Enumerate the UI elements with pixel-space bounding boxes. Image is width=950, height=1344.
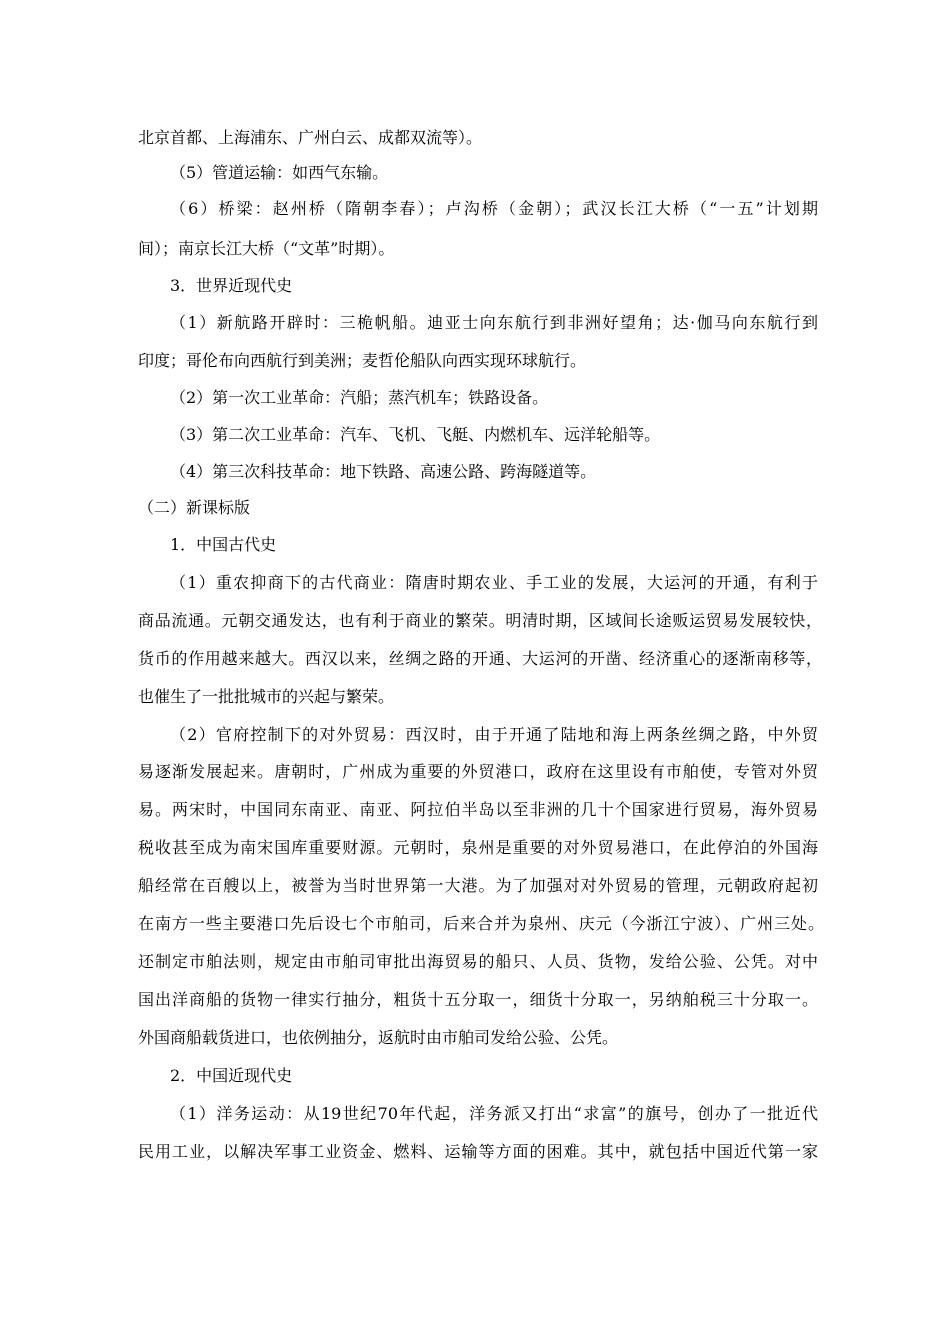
- paragraph-line: 也催生了一批批城市的兴起与繁荣。: [138, 687, 395, 706]
- paragraph-line: 易。两宋时，中国同东南亚、南亚、阿拉伯半岛以至非洲的几十个国家进行贸易，海外贸易: [138, 800, 818, 819]
- paragraph-line: 还制定市舶法则，规定由市舶司审批出海贸易的船只、人员、货物，发给公验、公凭。对中: [138, 952, 818, 971]
- paragraph-line: （3）第二次工业革命：汽车、飞机、飞艇、内燃机车、远洋轮船等。: [170, 425, 661, 444]
- paragraph-line: 商品流通。元朝交通发达，也有利于商业的繁荣。明清时期，区域间长途贩运贸易发展较快，: [138, 611, 822, 630]
- paragraph-line: （1）新航路开辟时：三桅帆船。迪亚士向东航行到非洲好望角；达·伽马向东航行到: [170, 313, 818, 332]
- paragraph-line: （6）桥梁：赵州桥（隋朝李春）；卢沟桥（金朝）；武汉长江大桥（“一五”计划期: [170, 199, 818, 218]
- section-heading: 1．中国古代史: [170, 535, 277, 554]
- paragraph-line: 易逐渐发展起来。唐朝时，广州成为重要的外贸港口，政府在这里设有市舶使，专管对外贸: [138, 762, 818, 781]
- paragraph-line: 税收甚至成为南宋国库重要财源。元朝时，泉州是重要的对外贸易港口，在此停泊的外国海: [138, 838, 818, 857]
- section-heading: 2．中国近现代史: [170, 1066, 293, 1085]
- paragraph-line: （1）重农抑商下的古代商业：隋唐时期农业、手工业的发展，大运河的开通，有利于: [170, 573, 818, 592]
- paragraph-line: 外国商船载货进口，也依例抽分，返航时由市舶司发给公验、公凭。: [138, 1028, 619, 1047]
- paragraph-line: 国出洋商船的货物一律实行抽分，粗货十五分取一，细货十分取一，另纳舶税三十分取一。: [138, 990, 818, 1009]
- section-heading: （二）新课标版: [138, 498, 251, 517]
- paragraph-line: 民用工业，以解决军事工业资金、燃料、运输等方面的困难。其中，就包括中国近代第一家: [138, 1142, 818, 1161]
- paragraph-line: （5）管道运输：如西气东输。: [170, 163, 389, 182]
- paragraph-line: （2）官府控制下的对外贸易：西汉时，由于开通了陆地和海上两条丝绸之路，中外贸: [170, 725, 818, 744]
- paragraph-line: 船经常在百艘以上，被誉为当时世界第一大港。为了加强对对外贸易的管理，元朝政府起初: [138, 876, 818, 895]
- paragraph-line: （1）洋务运动：从19世纪70年代起，洋务派又打出“求富”的旗号，创办了一批近代: [170, 1104, 818, 1123]
- paragraph-line: 北京首都、上海浦东、广州白云、成都双流等）。: [138, 128, 483, 147]
- section-heading: 3．世界近现代史: [170, 276, 293, 295]
- paragraph-line: 印度；哥伦布向西航行到美洲；麦哲伦船队向西实现环球航行。: [138, 351, 587, 370]
- paragraph-line: 货币的作用越来越大。西汉以来，丝绸之路的开通、大运河的开凿、经济重心的逐渐南移等，: [138, 649, 822, 668]
- paragraph-line: 间）；南京长江大桥（“文革”时期）。: [138, 239, 395, 258]
- paragraph-line: （2）第一次工业革命：汽船；蒸汽机车；铁路设备。: [170, 388, 549, 407]
- paragraph-line: 在南方一些主要港口先后设七个市舶司，后来合并为泉州、庆元（今浙江宁波）、广州三处。: [138, 914, 824, 933]
- paragraph-line: （4）第三次科技革命：地下铁路、高速公路、跨海隧道等。: [170, 462, 597, 481]
